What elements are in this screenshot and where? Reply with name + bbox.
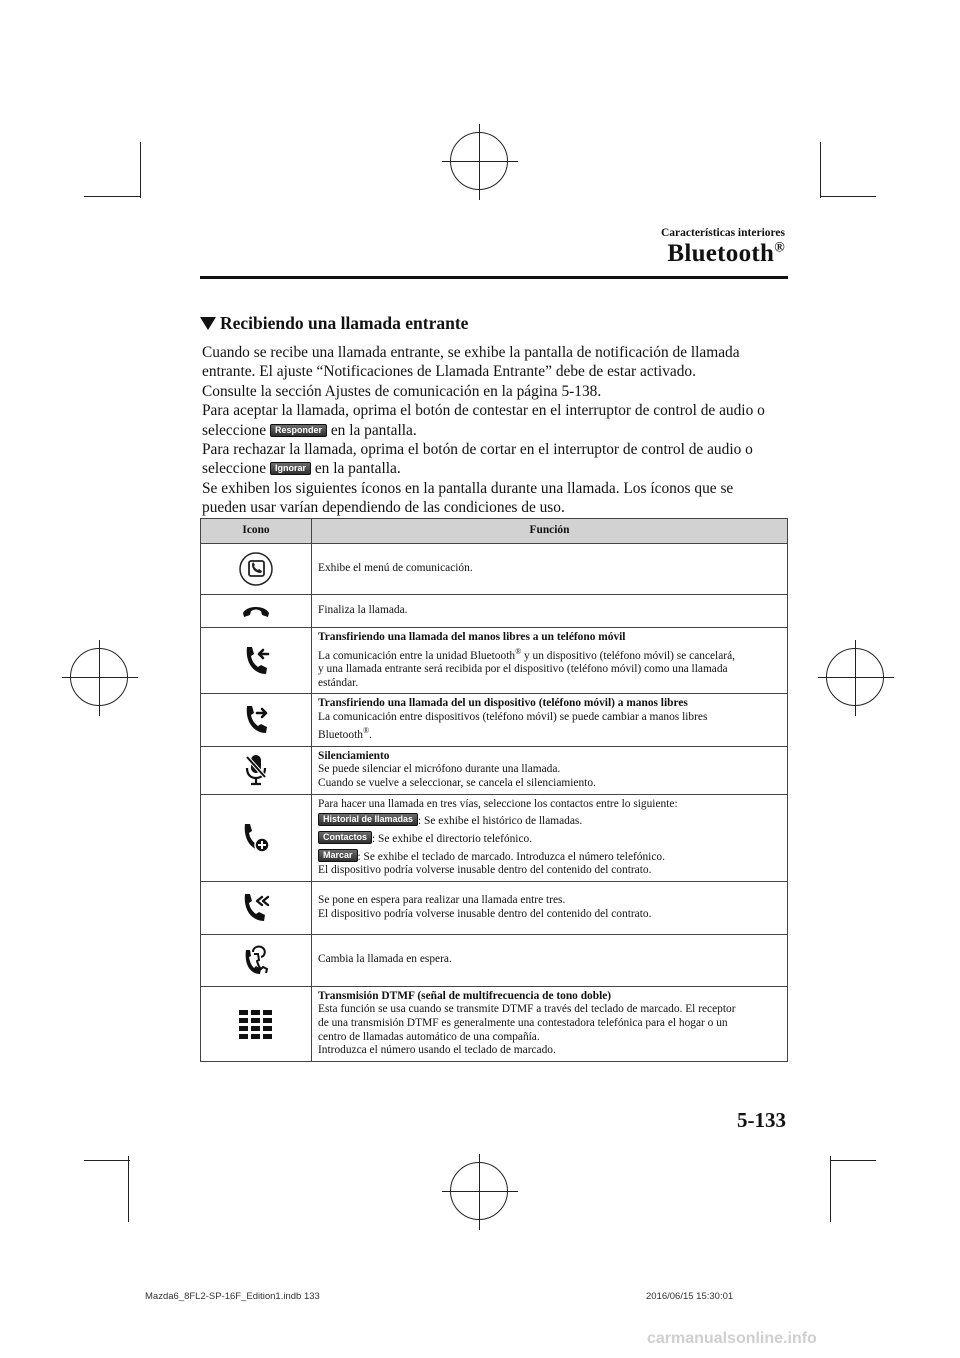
historial-de-llamadas-button-image: Historial de llamadas (318, 813, 418, 826)
table-header-row: Icono Función (201, 519, 788, 544)
section-heading: Bluetooth® (667, 240, 785, 267)
print-file-label: Mazda6_8FL2-SP-16F_Edition1.indb 133 (145, 1291, 320, 1302)
dtmf-keypad-icon (237, 1009, 275, 1039)
table-row: Cambia la llamada en espera. (201, 934, 788, 986)
merge-call-icon (241, 891, 271, 925)
table-row: Transfiriendo una llamada del un dispositivo (teléfono móvil) a manos libres La comunicación entre dispositivos (teléfono móvil) se puede cambiar a manos libres Bluetooth®. (201, 694, 788, 747)
watermark: carmanualsonline.info (647, 1330, 817, 1347)
body-text: Cuando se recibe una llamada entrante, se exhibe la pantalla de notificación de llamada entrante. El ajuste “Notificaciones de Llamada Entrante” debe de estar activado. Consulte la sección Ajustes de comunicación en la página 5-138. Para aceptar la llamada, oprima el botón de contestar en el interruptor de control de audio o seleccione Responder en la pantalla. Para rechazar la llamada, oprima el botón de cortar en el interruptor de control de audio o seleccione Ignorar en la pantalla. Se exhiben los siguientes íconos en la pantalla durante una llamada. Los íconos que se pueden usar varían dependiendo de las condiciones de uso. (202, 344, 765, 517)
table-row: Para hacer una llamada en tres vías, seleccione los contactos entre lo siguiente: Historial de llamadas : Se exhibe el histórico de llamadas. Contactos : Se exhibe el directorio telefónico. Marcar : Se exhibe el teclado de marcado. Introduzca el número telefónico. El dispositivo podría volverse inusable dentro del contenido del contrato. (201, 794, 788, 881)
header-rule (200, 276, 788, 279)
table-row: Exhibe el menú de comunicación. (201, 544, 788, 595)
print-timestamp: 2016/06/15 15:30:01 (646, 1291, 734, 1302)
chapter-title: Características interiores (660, 227, 785, 239)
swap-call-icon (241, 942, 271, 978)
mute-mic-icon (244, 753, 268, 787)
transfer-to-handsfree-icon (242, 703, 270, 737)
contactos-button-image: Contactos (318, 831, 372, 844)
page-number: 5-133 (737, 1108, 786, 1132)
call-menu-icon (238, 551, 274, 587)
icon-function-table (200, 518, 788, 1062)
end-call-icon (241, 603, 271, 619)
ignorar-button-image: Ignorar (270, 462, 311, 475)
subsection-title: Recibiendo una llamada entrante (200, 313, 468, 334)
responder-button-image: Responder (270, 424, 327, 437)
table-row: Silenciamiento Se puede silenciar el micrófono durante una llamada. Cuando se vuelve a seleccionar, se cancela el silenciamiento. (201, 746, 788, 794)
table-row: Se pone en espera para realizar una llamada entre tres. El dispositivo podría volverse inusable dentro del contenido del contrato. (201, 881, 788, 934)
triangle-bullet-icon (200, 317, 216, 330)
table-row: Transmisión DTMF (señal de multifrecuencia de tono doble) Esta función se usa cuando se transmite DTMF a través del teclado de marcado. El receptor de una transmisión DTMF es generalmente una contestadora telefónica para el hogar o un centro de llamadas automático de una compañía. Introduzca el número usando el teclado de marcado. (201, 986, 788, 1061)
add-call-icon (241, 821, 271, 855)
transfer-to-phone-icon (242, 644, 270, 678)
table-row: Finaliza la llamada. (201, 595, 788, 628)
table-row: Transfiriendo una llamada del manos libres a un teléfono móvil La comunicación entre la unidad Bluetooth® y un dispositivo (teléfono móvil) se cancelará, y una llamada entrante será recibida por el dispositivo (teléfono móvil) como una llamada estándar. (201, 628, 788, 694)
marcar-button-image: Marcar (318, 849, 358, 862)
